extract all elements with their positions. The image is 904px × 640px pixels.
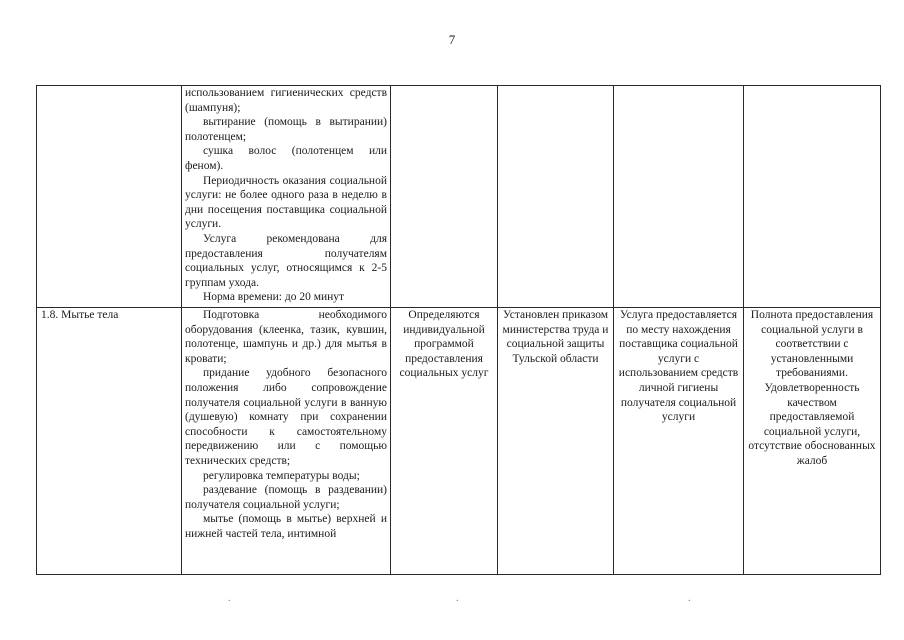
description-paragraph: придание удобного безопасного положения либо сопровождение получателя социальной услуги в ванную (душевую) комнату при сохранении способности к самостоятельному передвижению или с помощью технических средств; <box>185 367 387 467</box>
description-paragraph: использованием гигиенических средств (шампуня); <box>185 87 387 114</box>
cost-cell: Установлен приказом министерства труда и социальной защиты Тульской области <box>498 308 614 575</box>
quality-cell <box>744 86 881 308</box>
quality-cell: Полнота предоставления социальной услуги в соответствии с установленными требованиями. Удовлетворенность качеством предоставляемой социальной услуги, отсутствие обоснованных жалоб <box>744 308 881 575</box>
service-description-cell <box>182 308 391 575</box>
description-paragraph: Услуга рекомендована для предоставления получателям социальных услуг, относящимся к 2-5 группам ухода. <box>185 232 387 289</box>
description-paragraph: Подготовка необходимого оборудования (клеенка, тазик, кувшин, полотенце, шампунь и др.) для мытья в кровати; <box>185 309 387 365</box>
service-description-cell <box>182 86 391 308</box>
table-row <box>37 308 881 575</box>
cost-cell <box>498 86 614 308</box>
footer-mark: . <box>456 593 459 604</box>
description-paragraph: раздевание (помощь в раздевании) получателя социальной услуги; <box>185 484 387 511</box>
table-row <box>37 86 881 308</box>
description-paragraph: регулировка температуры воды; <box>203 469 360 482</box>
description-paragraph: вытирание (помощь в вытирании) полотенцем; <box>185 116 387 143</box>
volume-cell <box>391 86 498 308</box>
description-paragraph: мытье (помощь в мытье) верхней и нижней частей тела, интимной <box>185 513 387 540</box>
service-name-cell <box>37 86 182 308</box>
conditions-cell: Услуга предоставляется по месту нахождения поставщика социальной услуги с использованием средств личной гигиены получателя социальной услуги <box>614 308 744 575</box>
service-name-cell: 1.8. Мытье тела <box>37 308 182 575</box>
description-paragraph: Норма времени: до 20 минут <box>203 291 345 304</box>
footer-mark: . <box>228 593 231 604</box>
volume-cell: Определяются индивидуальной программой предоставления социальных услуг <box>391 308 498 575</box>
description-paragraph: сушка волос (полотенцем или феном). <box>185 145 387 172</box>
description-paragraph: Периодичность оказания социальной услуги: не более одного раза в неделю в дни посещения поставщика социальной услуги. <box>185 174 387 231</box>
footer-mark: . <box>688 593 691 604</box>
conditions-cell <box>614 86 744 308</box>
page-number: 7 <box>448 32 456 47</box>
services-table <box>36 85 881 575</box>
